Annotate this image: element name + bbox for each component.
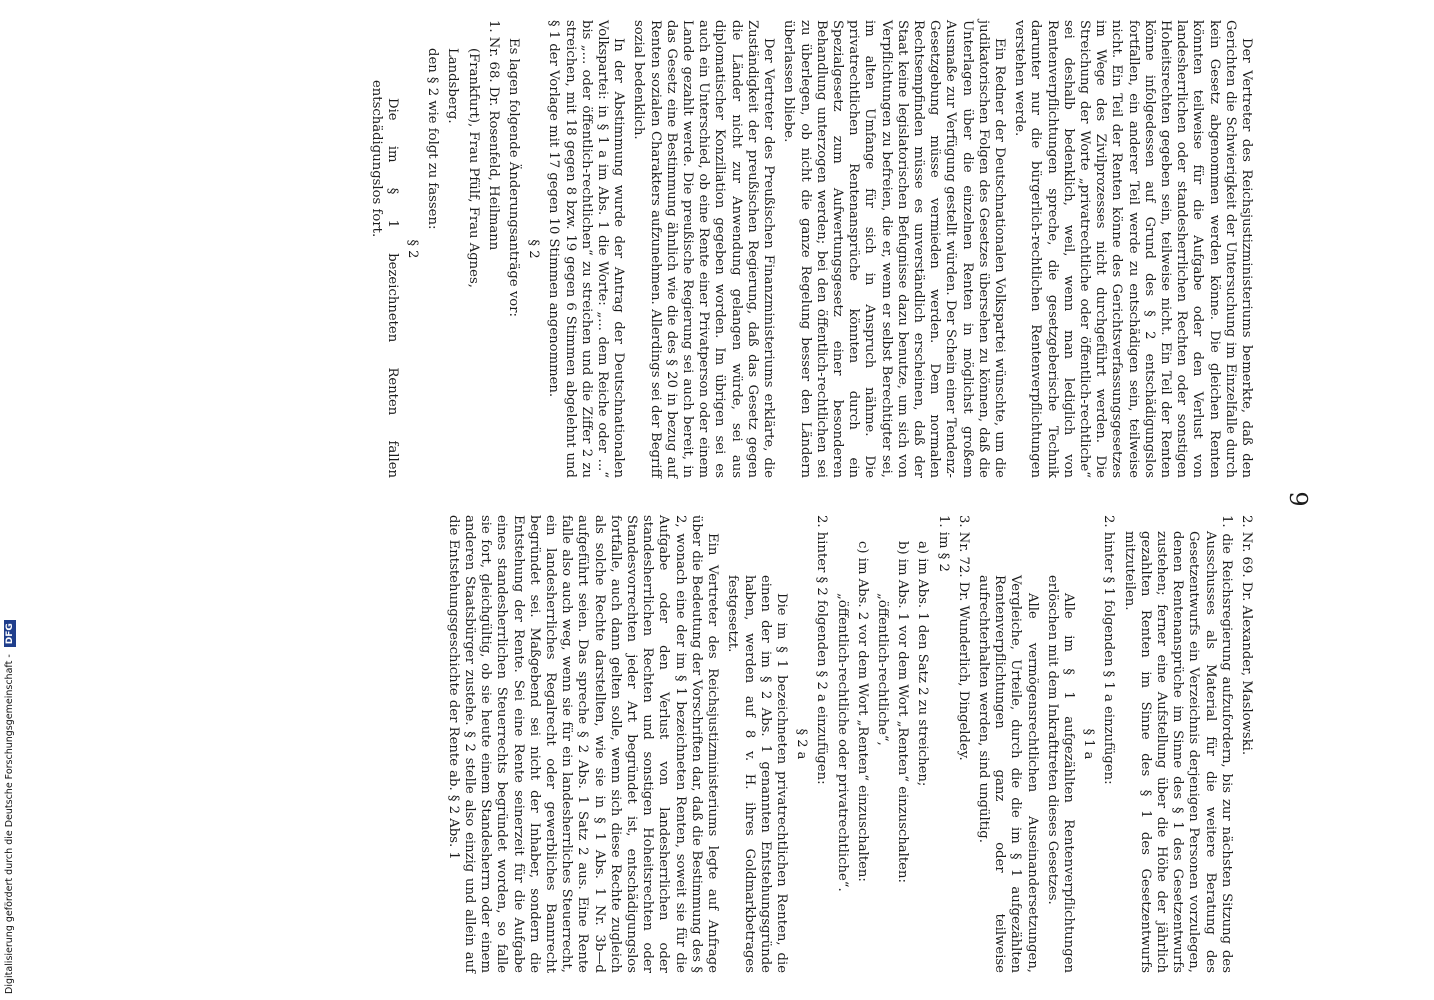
antrag-72-insert2: „öffentlich-rechtliche oder privatrechtliche“. <box>834 593 850 892</box>
antrag-69-item2: 2. hinter § 1 folgenden § 1 a einzufügen: <box>1101 515 1117 785</box>
antrag-72-item1: 1. im § 2 <box>935 515 951 572</box>
para-2a-text: Die im § 1 bezeichneten privatrechtlichen Renten, die einen der im § 2 Abs. 1 genannten Entstehungsgründe haben, werden auf 8 v. H. ihres Goldmarkbetrages festgesetzt. <box>725 575 789 973</box>
footer-text <box>2 608 18 994</box>
paragraph-reichsjustiz-remark: Der Vertreter des Reichsjustizministeriums bemerkte, daß den Gerichten die Schwierigkeit der Untersuchung im Einzelfalle durch kein Gesetz abgenommen werden könne. Die gleichen Renten könnten teilweise für die Aufgabe oder den Verlust von landesherrlichen oder standesherrlichen Rechten oder sonstigen Hoheitsrechten gegeben sein, teilweise nicht. Ein Teil der Renten könne infolgedessen auf Grund des § 2 entschädigungslos fortfallen, ein anderer Teil werde zu entschädigen sein, teilweise nicht. Ein Teil der Renten könne des Gerichtsverfassungsgesetzes im Wege des Zivilprozesses nicht durchgeführt werden. Die Streichung der Worte „privatrechtliche oder öffentlich-rechtliche“ sei deshalb bedenklich, weil, wenn man lediglich von Rentenverpflichtungen spreche, die gesetzgeberische Technik darunter nur die bürgerlich-rechtlichen Rentenverpflichtungen verstehen werde. <box>1012 20 1254 478</box>
antrag-72-item1b: b) im Abs. 1 vor dem Wort „Renten“ einzuschalten: <box>895 541 911 883</box>
antrag-72-item1a: a) im Abs. 1 den Satz 2 zu streichen; <box>915 541 931 787</box>
para-2a-heading: § 2 a <box>794 728 810 760</box>
antrag-68-line4: den § 2 wie folgt zu fassen: <box>425 48 441 230</box>
para-1a-text2: Alle vermögensrechtlichen Auseinandersetzungen, Vergleiche, Urteile, durch die die im § 1 aufgezählten Rentenverpflichtungen ganz oder teilweise aufrechterhalten werden, sind ungültig. <box>975 575 1040 973</box>
antrag-72-heading: 3. Nr. 72. Dr. Wunderlich, Dingeldey. <box>955 515 971 761</box>
antrag-68-line3: Landsberg. <box>445 48 461 124</box>
document-page <box>100 0 1340 1000</box>
paragraph-abstimmung: In der Abstimmung wurde der Antrag der Deutschnationalen Volkspartei: in § 1 a im Abs. 1 die Worte: „... dem Reiche oder ...“ bis „... oder öffentlich-rechtlichen“ zu streichen und die Ziffer 2 zu streichen, mit 18 gegen 8 bzw. 19 gegen 6 Stimmen abgelehnt und § 1 der Vorlage mit 17 gegen 10 Stimmen angenommen. <box>546 20 627 478</box>
para-1a-heading: § 1 a <box>1081 728 1097 760</box>
antrag-68-line1: 1. Nr. 68. Dr. Rosenfeld, Heilmann <box>485 20 501 251</box>
antrag-69-item1: 1. die Reichsregierung aufzufordern, bis zur nächsten Sitzung des Ausschusses als Material für die weitere Beratung des Gesetzentwurfs ein Verzeichnis derjenigen Personen vorzulegen, denen Rentenansprüche im Sinne des § 1 des Gesetzentwurfs zustehen; ferner eine Aufstellung über die Höhe der jährlich gezahlten Renten im Sinne des § 1 des Gesetzentwurfs mitzuteilen. <box>1121 515 1234 973</box>
digitization-footer <box>2 608 18 994</box>
right-column <box>441 515 1254 973</box>
section-2-intro: Es lagen folgende Änderungsanträge vor: <box>506 38 522 317</box>
paragraph-deutschnational-speaker: Ein Redner der Deutschnationalen Volkspartei wünschte, um die judikatorischen Folgen des Gesetzes übersehen zu können, daß die Unterlagen über die einzelnen Renten in möglichst großem Ausmaße zur Verfügung gestellt würden. Der Schein einer Tendenz-Gesetzgebung müsse vermieden werden. Dem normalen Rechtsempfinden müsse es unverständlich erscheinen, daß der Staat keine legislatorischen Befugnisse dazu benutze, um sich von Verpflichtungen zu befreien, die er, wenn er selbst Berechtigter sei, im alten Umfange für sich in Anspruch nähme. Die privatrechtlichen Rentenansprüche könnten durch ein Spezialgesetz zum Aufwertungsgesetz einer besonderen Behandlung unterzogen werden; bei den öffentlich-rechtlichen sei zu überlegen, ob nicht die ganze Regelung besser den Ländern überlassen bliebe. <box>781 20 1007 478</box>
antrag-68-para-heading: § 2 <box>405 239 421 259</box>
paragraph-finanzministerium: Der Vertreter des Preußischen Finanzministeriums erklärte, die Zuständigkeit der preußischen Regierung, daß das Gesetz gegen die Länder nicht zur Anwendung gelangen würde, sei aus diplomatischer Konziliation gegeben worden. Im übrigen sei es auch ein Unterschied, ob eine Rente einer Privatperson oder einem Lande gezahlt werde. Die preußische Regierung sei auch bereit, in das Gesetz eine Bestimmung ähnlich wie die des § 20 in bezug auf Renten sozialen Charakters aufzunehmen. Allerdings sei der Begriff sozial bedenklich. <box>631 20 777 478</box>
footer-credit: Digitalisierung gefördert durch die Deutsche Forschungsgemeinschaft - <box>4 654 15 994</box>
antrag-72-item1c: c) im Abs. 2 vor dem Wort „Renten“ einzuschalten: <box>854 541 870 882</box>
section-2-heading: § 2 <box>526 239 542 259</box>
antrag-72-item2: 2. hinter § 2 folgenden § 2 a einzufügen: <box>814 515 830 785</box>
antrag-72-insert1: „öffentlich-rechtliche“, <box>874 593 890 746</box>
para-1a-text1: Alle im § 1 aufgezählten Rentenverpflichtungen erlöschen mit dem Inkrafttreten dieses Gesetzes. <box>1044 575 1076 973</box>
antrag-68-para-text: Die im § 1 bezeichneten Renten fallen entschädigungslos fort. <box>368 80 400 478</box>
page-number: 9 <box>1284 491 1312 509</box>
paragraph-reichsjustiz-explanation: Ein Vertreter des Reichsjustizministeriums legte auf Anfrage über die Bedeutung der Vorschriften dar, daß die Bestimmung des § 2, wonach eine der im § 1 bezeichneten Renten, soweit sie für die Aufgabe oder den Verlust von landesherrlichen oder standesherrlichen Rechten und sonstigen Hoheitsrechten oder Standesvorrechten jeder Art begründet ist, entschädigungslos fortfalle, auch dann gelten solle, wenn sich diese Rechte zugleich als solche Rechte darstellten, wie sie in § 1 Abs. 1 Nr. 3b—d aufgeführt seien. Das spreche § 2 Abs. 1 Satz 2 aus. Eine Rente falle also auch weg, wenn sie für ein landesherrliches Steuerrecht, ein landesherrliches Regalrecht oder gewerbliches Bannrecht begründet sei. Maßgebend sei nicht der Inhaber, sondern die Entstehung der Rente. Sei eine Rente seinerzeit für die Aufgabe eines standesherrlichen Steuerrechts begründet worden, so falle sie fort, gleichgültig, ob sie heute einem Standesherrn oder einem anderen Staatsbürger zustehe. § 2 stelle also einzig und allein auf die Entstehungsgeschichte der Rente ab. § 2 Abs. 1 <box>445 515 721 973</box>
antrag-69-heading: 2. Nr. 69. Dr. Alexander, Maslowski. <box>1239 515 1254 756</box>
left-column <box>363 20 1254 478</box>
dfg-logo-icon: DFG <box>4 620 16 647</box>
antrag-68-line2: (Frankfurt), Frau Pfülf, Frau Agnes, <box>465 48 481 288</box>
